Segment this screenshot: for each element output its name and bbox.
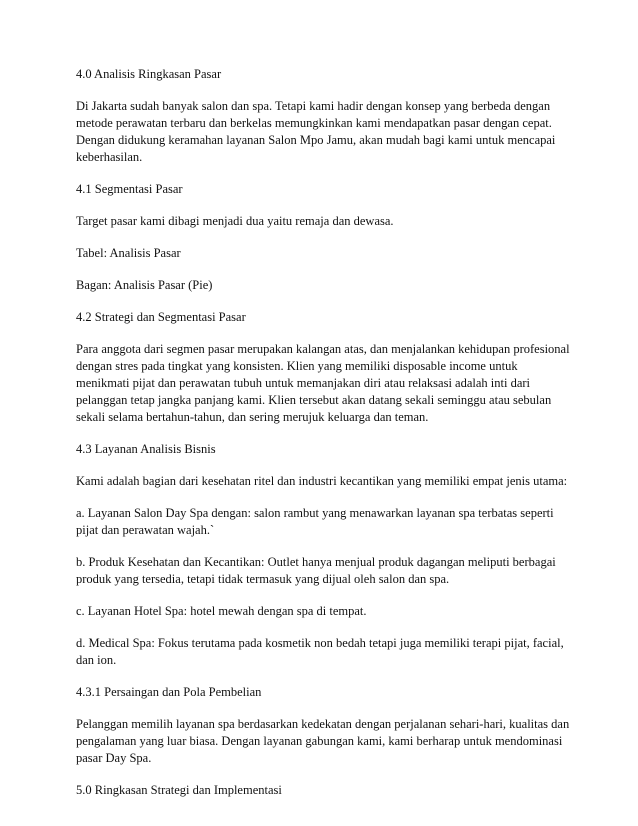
section-heading-4-2: 4.2 Strategi dan Segmentasi Pasar: [76, 310, 246, 324]
list-item-d: d. Medical Spa: Fokus terutama pada kosmetik non bedah tetapi juga memiliki terapi pijat, facial, dan ion.: [76, 636, 564, 667]
section-heading-4-1: 4.1 Segmentasi Pasar: [76, 182, 183, 196]
section-heading-4-0: 4.0 Analisis Ringkasan Pasar: [76, 67, 222, 81]
paragraph-target-market: Target pasar kami dibagi menjadi dua yaitu remaja dan dewasa.: [76, 214, 394, 228]
list-item-b: b. Produk Kesehatan dan Kecantikan: Outlet hanya menjual produk dagangan meliputi berbagai produk yang tersedia, tetapi tidak termasuk yang dijual oleh salon dan spa.: [76, 555, 556, 586]
chart-reference: Bagan: Analisis Pasar (Pie): [76, 278, 213, 292]
paragraph-competition: Pelanggan memilih layanan spa berdasarkan kedekatan dengan perjalanan sehari-hari, kualitas dan pengalaman yang luar biasa. Dengan layanan gabungan kami, kami berharap untuk mendominasi pasar Day Spa.: [76, 717, 570, 765]
paragraph-business-intro: Kami adalah bagian dari kesehatan ritel dan industri kecantikan yang memiliki empat jenis utama:: [76, 474, 568, 488]
list-item-c: c. Layanan Hotel Spa: hotel mewah dengan spa di tempat.: [76, 604, 367, 618]
paragraph-market-summary: Di Jakarta sudah banyak salon dan spa. Tetapi kami hadir dengan konsep yang berbeda dengan metode perawatan terbaru dan berkelas memungkinkan kami mendapatkan pasar dengan cepat. Dengan didukung keramahan layanan Salon Mpo Jamu, akan mudah bagi kami untuk mencapai keberhasilan.: [76, 99, 556, 164]
section-heading-4-3: 4.3 Layanan Analisis Bisnis: [76, 442, 216, 456]
document-body: [76, 66, 570, 814]
list-item-a: a. Layanan Salon Day Spa dengan: salon rambut yang menawarkan layanan spa terbatas seperti pijat dan perawatan wajah.`: [76, 506, 554, 537]
paragraph-segment-strategy: Para anggota dari segmen pasar merupakan kalangan atas, dan menjalankan kehidupan profesional dengan stres pada tingkat yang konsisten. Klien yang memiliki disposable income untuk menikmati pijat dan perawatan tubuh untuk memanjakan diri atau relaksasi adalah inti dari pelanggan tetap jangka panjang kami. Klien tersebut akan datang sekali seminggu atau sebulan sekali selama bertahun-tahun, dan sering merujuk keluarga dan teman.: [76, 342, 570, 424]
table-reference: Tabel: Analisis Pasar: [76, 246, 181, 260]
section-heading-4-3-1: 4.3.1 Persaingan dan Pola Pembelian: [76, 685, 262, 699]
section-heading-5-0: 5.0 Ringkasan Strategi dan Implementasi: [76, 783, 282, 797]
